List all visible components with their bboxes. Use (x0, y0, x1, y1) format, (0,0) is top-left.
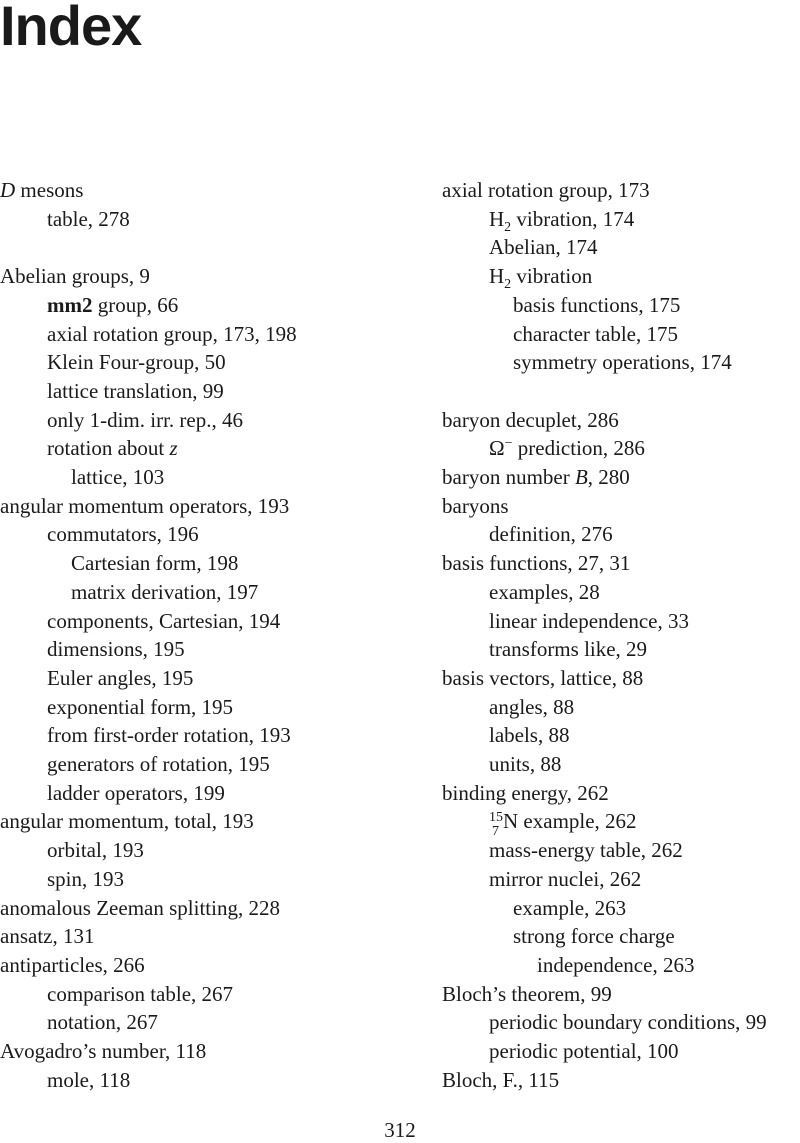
index-continuation: independence, 263 (537, 952, 695, 977)
index-subentry: ladder operators, 199 (47, 780, 225, 805)
index-subentry: $H_2$ vibration, 174 (489, 206, 635, 235)
index-subentry: transforms like, 29 (489, 637, 648, 662)
index-subentry: commutators, 196 (47, 522, 199, 547)
index-entry: basis functions, 27, 31 (442, 551, 631, 576)
index-subentry: only 1-dim. irr. rep., 46 (47, 407, 243, 432)
index-entry: binding energy, 262 (442, 780, 609, 805)
index-subsubentry: matrix derivation, 197 (71, 579, 259, 604)
index-subsubentry: example, 263 (513, 895, 627, 920)
index-entry: baryons (442, 493, 509, 518)
index-entry: ansatz, 131 (0, 924, 95, 949)
index-entry: baryon decuplet, 286 (442, 407, 619, 432)
index-entry: Avogadro’s number, 118 (0, 1039, 207, 1064)
index-subsubentry: basis functions, 175 (513, 292, 681, 317)
index-subentry: labels, 88 (489, 723, 570, 748)
index-entry: D mesons (0, 178, 84, 202)
index-subentry: linear independence, 33 (489, 608, 689, 633)
index-entry: angular momentum, total, 193 (0, 809, 254, 834)
index-entry: Abelian groups, 9 (0, 264, 150, 289)
index-subentry: examples, 28 (489, 579, 600, 604)
index-subentry: components, Cartesian, 194 (47, 608, 281, 633)
index-subentry: mm2 group, 66 (47, 292, 179, 317)
index-entry: angular momentum operators, 193 (0, 493, 290, 518)
index-subentry: notation, 267 (47, 1010, 158, 1035)
index-entry: Bloch’s theorem, 99 (442, 981, 612, 1006)
index-entry: baryon number B, 280 (442, 465, 630, 490)
index-subentry: mirror nuclei, 262 (489, 866, 642, 891)
index-subentry: from first-order rotation, 193 (47, 723, 291, 748)
index-entry: basis vectors, lattice, 88 (442, 665, 644, 690)
index-entry: anomalous Zeeman splitting, 228 (0, 895, 280, 920)
index-subsubentry: lattice, 103 (71, 465, 165, 490)
index-subentry: mass-energy table, 262 (489, 838, 683, 863)
index-subentry: dimensions, 195 (47, 637, 185, 662)
index-subentry: periodic potential, 100 (489, 1039, 679, 1064)
index-subentry: table, 278 (47, 206, 130, 231)
index-subsubentry: symmetry operations, 174 (513, 350, 732, 375)
index-subentry: lattice translation, 99 (47, 378, 224, 403)
index-subentry: exponential form, 195 (47, 694, 234, 719)
index-subentry: Euler angles, 195 (47, 665, 194, 690)
index-subentry: units, 88 (489, 752, 562, 777)
index-subentry: spin, 193 (47, 866, 125, 891)
index-subentry: $H_2$ vibration (489, 264, 593, 293)
group-gap (442, 377, 800, 406)
index-subentry: Ω− prediction, 286 (489, 436, 645, 461)
index-subentry: periodic boundary conditions, 99 (489, 1010, 767, 1035)
index-column-right (442, 176, 800, 1094)
index-subsubentry: character table, 175 (513, 321, 678, 346)
index-subentry: axial rotation group, 173, 198 (47, 321, 297, 346)
index-column-left (0, 176, 395, 1094)
index-subentry: mole, 118 (47, 1067, 131, 1092)
index-subentry: Abelian, 174 (489, 235, 598, 260)
index-subsubentry: Cartesian form, 198 (71, 551, 239, 576)
index-entry: antiparticles, 266 (0, 952, 145, 977)
index-subentry: angles, 88 (489, 694, 575, 719)
index-subsubentry: strong force charge (513, 924, 675, 949)
index-subentry: orbital, 193 (47, 838, 144, 863)
group-gap (0, 233, 395, 262)
index-subentry: rotation about z (47, 436, 178, 461)
index-heading: Index (0, 0, 142, 57)
index-subentry: generators of rotation, 195 (47, 752, 270, 777)
index-subentry: 15 7 N example, 262 (489, 809, 637, 840)
index-subentry: definition, 276 (489, 522, 613, 547)
index-entry: axial rotation group, 173 (442, 178, 650, 202)
isotope-notation: 15 7 (489, 810, 503, 840)
index-subentry: comparison table, 267 (47, 981, 234, 1006)
page-number: 312 (384, 1118, 416, 1142)
index-subentry: Klein Four-group, 50 (47, 350, 226, 375)
index-entry: Bloch, F., 115 (442, 1067, 560, 1092)
